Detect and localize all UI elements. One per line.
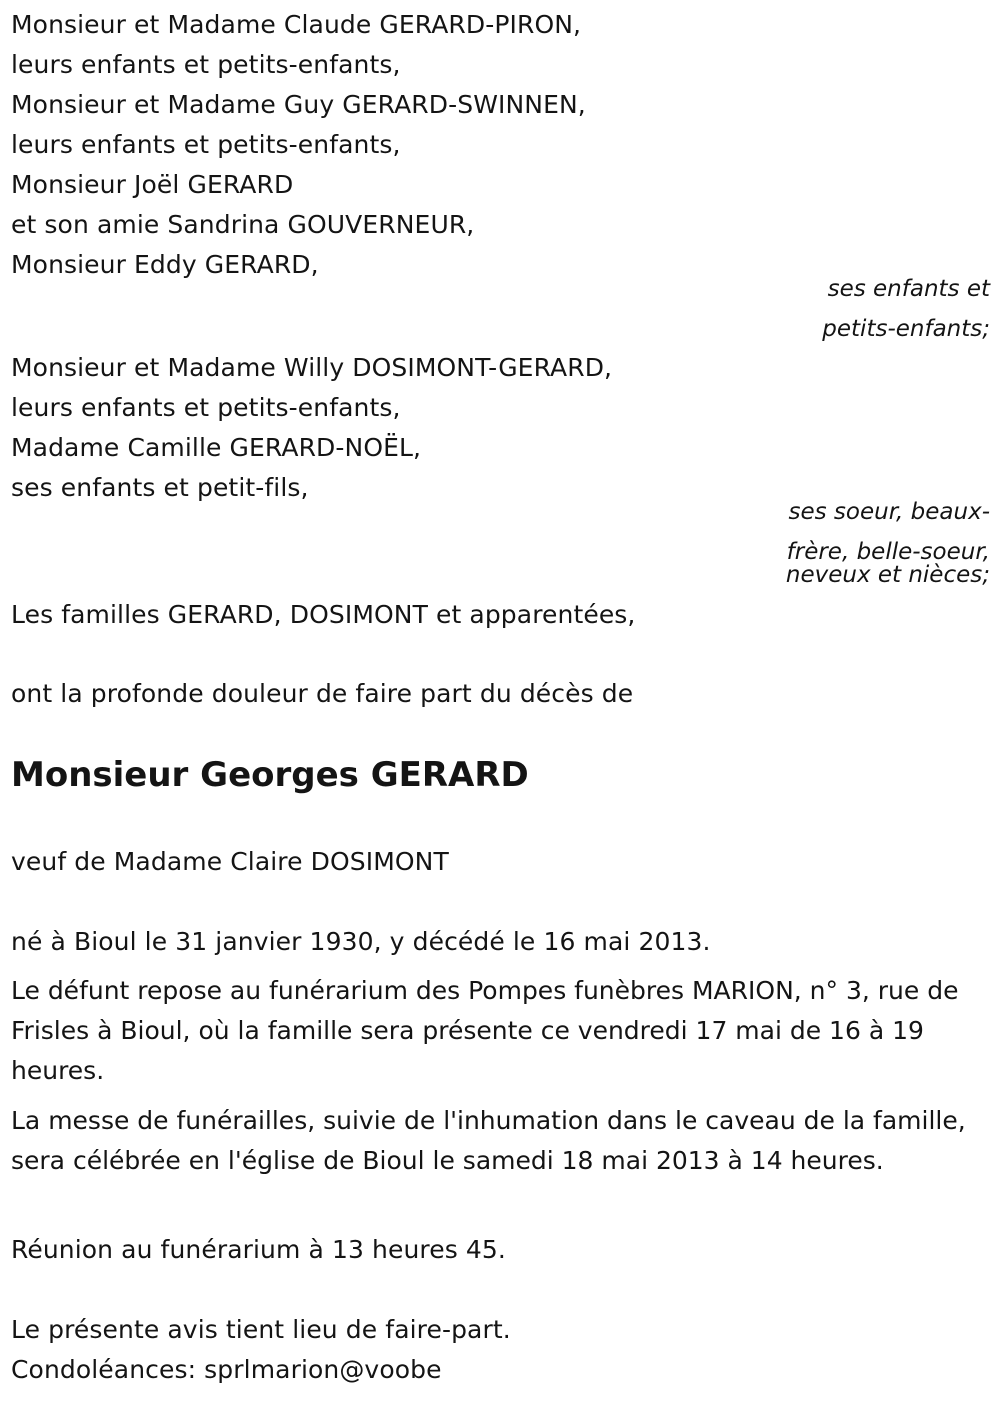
family-line-11: ses enfants et petit-fils, (11, 473, 309, 502)
family-line-3: Monsieur et Madame Guy GERARD-SWINNEN, (11, 90, 586, 119)
relation-2-line-2: frère, belle-soeur, (786, 539, 990, 565)
families-line: Les familles GERARD, DOSIMONT et apparentées, (11, 600, 636, 629)
family-line-2: leurs enfants et petits-enfants, (11, 50, 401, 79)
mass-info-paragraph: La messe de funérailles, suivie de l'inhumation dans le caveau de la famille, sera célébrée en l'église de Bioul le samedi 18 mai 2013 à 14 heures. (11, 1106, 966, 1175)
rest-info-paragraph: Le défunt repose au funérarium des Pompes funèbres MARION, n° 3, rue de Frisles à Bioul, où la famille sera présente ce vendredi 17 mai de 16 à 19 heures. (11, 976, 959, 1085)
family-line-9: leurs enfants et petits-enfants, (11, 393, 401, 422)
family-line-10: Madame Camille GERARD-NOËL, (11, 433, 422, 462)
relation-1-line-1: ses enfants et (827, 276, 990, 302)
family-line-6: et son amie Sandrina GOUVERNEUR, (11, 210, 475, 239)
family-line-4: leurs enfants et petits-enfants, (11, 130, 401, 159)
announcement-line: ont la profonde douleur de faire part du décès de (11, 679, 634, 708)
deceased-name: Monsieur Georges GERARD (11, 755, 529, 795)
birth-death-line: né à Bioul le 31 janvier 1930, y décédé le 16 mai 2013. (11, 927, 711, 956)
family-line-7: Monsieur Eddy GERARD, (11, 250, 319, 279)
relation-2-line-3: neveux et nièces; (785, 562, 990, 588)
condolences-line: Condoléances: sprlmarion@voobe (11, 1355, 442, 1384)
family-line-5: Monsieur Joël GERARD (11, 170, 294, 199)
widower-line: veuf de Madame Claire DOSIMONT (11, 847, 449, 876)
relation-2-line-1: ses soeur, beaux- (788, 499, 990, 525)
notice-line: Le présente avis tient lieu de faire-part. (11, 1315, 511, 1344)
relation-1-line-2: petits-enfants; (822, 316, 990, 342)
meeting-info-line: Réunion au funérarium à 13 heures 45. (11, 1235, 506, 1264)
family-line-8: Monsieur et Madame Willy DOSIMONT-GERARD, (11, 353, 613, 382)
family-line-1: Monsieur et Madame Claude GERARD-PIRON, (11, 10, 582, 39)
